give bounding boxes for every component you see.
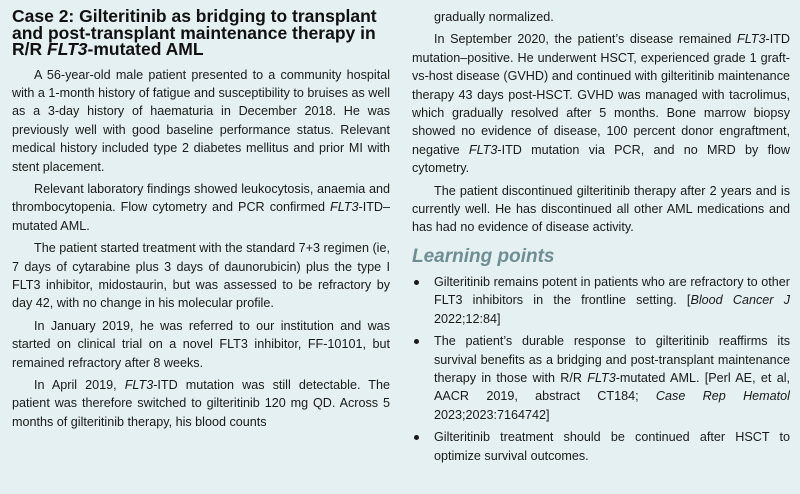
learning-point-item: The patient’s durable response to gilteritinib reaffirms its survival benefits as a bridging and post-transplant maintenance therapy in those with R/R FLT3-mutated AML. [Perl AE, et al, AACR 2019, abstract CT184; Case Rep Hematol 2023;2023:7164742] <box>412 332 790 424</box>
paragraph-continuation: gradually normalized. <box>434 10 554 24</box>
right-column <box>412 8 790 469</box>
bullet-icon <box>414 339 419 344</box>
paragraph-outcome: The patient discontinued gilteritinib therapy after 2 years and is currently well. He has discontinued all other AML medications and has had no evidence of disease activity. <box>412 183 790 235</box>
learning-point-item: Gilteritinib treatment should be continued after HSCT to optimize survival outcomes. <box>412 428 790 465</box>
case-title: Case 2: Gilteritinib as bridging to transplant and post-transplant maintenance therapy in R/R FLT3-mutated AML <box>12 6 377 59</box>
bullet-icon <box>414 435 419 440</box>
learning-points-list <box>412 273 790 465</box>
left-column <box>12 8 390 435</box>
paragraph-gilteritinib-switch: In April 2019, FLT3-ITD mutation was still detectable. The patient was therefore switched to gilteritinib 120 mg QD. Across 5 months of gilteritinib therapy, his blood counts <box>12 378 391 429</box>
paragraph-referral: In January 2019, he was referred to our institution and was started on clinical trial on a novel FLT3 inhibitor, FF-10101, but remained refractory after 8 weeks. <box>12 318 390 370</box>
paragraph-hsct: In September 2020, the patient’s disease remained FLT3-ITD mutation–positive. He underwent HSCT, experienced grade 1 graft-vs-host disease (GVHD) and continued with gilteritinib maintenance therapy 43 days post-HSCT. GVHD was managed with tacrolimus, which gradually resolved after 5 months. Bone marrow biopsy showed no evidence of disease, 100 percent donor engraftment, negative FLT3-ITD mutation via PCR, and no MRD by flow cytometry. <box>412 32 790 176</box>
paragraph-presentation: A 56-year-old male patient presented to a community hospital with a 1-month history of fatigue and susceptibility to bruises as well as a 3-day history of haematuria in December 2018. He was previously well with good baseline performance status. Relevant medical history included type 2 diabetes mellitus and prior MI with stent placement. <box>12 67 390 174</box>
paragraph-initial-treatment: The patient started treatment with the standard 7+3 regimen (ie, 7 days of cytarabine plus 3 days of daunorubicin) plus the type I FLT3 inhibitor, midostaurin, but was assessed to be refractory by day 42, with no change in his molecular profile. <box>12 241 390 311</box>
learning-points-heading: Learning points <box>412 245 555 267</box>
learning-point-item: Gilteritinib remains potent in patients who are refractory to other FLT3 inhibitors in the frontline setting. [Blood Cancer J 2022;12:84] <box>412 273 790 328</box>
bullet-icon <box>414 280 419 285</box>
paragraph-lab-findings: Relevant laboratory findings showed leukocytosis, anaemia and thrombocytopenia. Flow cytometry and PCR confirmed FLT3-ITD–mutated AML. <box>12 181 390 233</box>
